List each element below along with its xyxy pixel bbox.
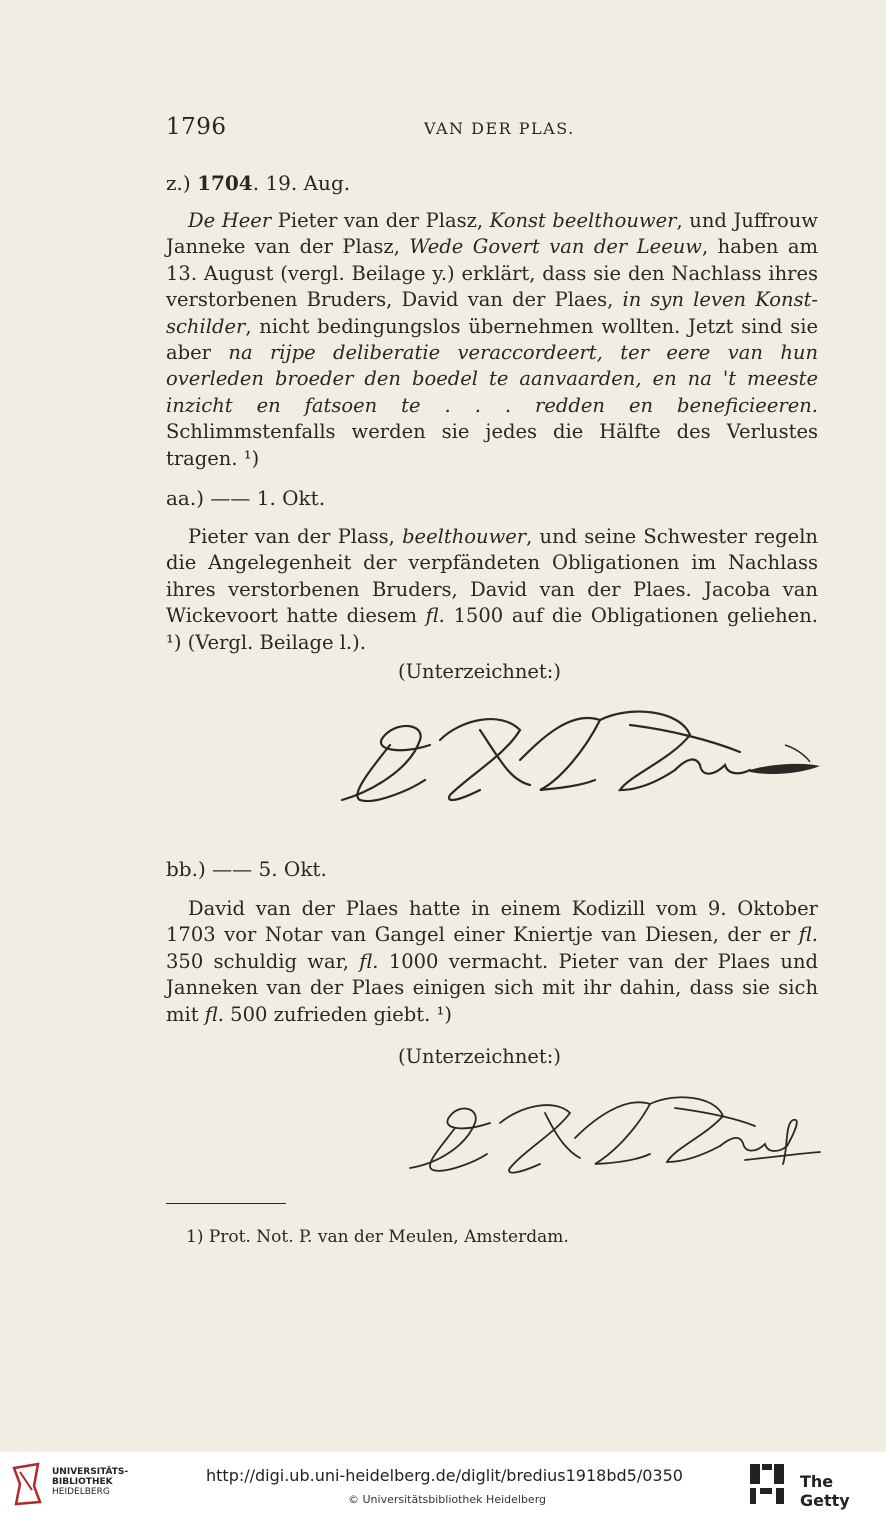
entry-aa-heading: aa.) —— 1. Okt. [166, 486, 326, 510]
text-italic: Wede Govert van der Leeuw [409, 235, 702, 259]
text-italic: fl. [204, 1002, 224, 1026]
signature-image-1 [330, 700, 830, 815]
text-italic: na rijpe deliberatie veraccordeert, ter eere van hun overleden broeder den boedel te aanvaarden, en na 't meeste inzicht en fatsoen te . . . redden en beneficieeren. [166, 341, 819, 417]
text-italic: in syn leven Konst-schilder [166, 288, 818, 338]
copyright-notice: © Universitätsbibliothek Heidelberg [348, 1493, 547, 1506]
footnote-rule [166, 1203, 286, 1204]
getty-label: The Getty [800, 1472, 850, 1510]
getty-logo-icon [748, 1460, 788, 1508]
entry-z-date: . 19. Aug. [252, 171, 351, 195]
library-line: BIBLIOTHEK [52, 1477, 113, 1487]
footnote: 1) Prot. Not. P. van der Meulen, Amsterdam. [186, 1227, 569, 1247]
text-italic: fl. [359, 949, 379, 973]
signed-label-1: (Unterzeichnet:) [398, 660, 561, 683]
library-line: UNIVERSITÄTS- [52, 1467, 129, 1477]
entry-z-paragraph [166, 208, 818, 472]
text-italic: fl. [798, 923, 818, 947]
text-run: 500 zufrieden giebt. ¹) [223, 1002, 452, 1026]
text-italic: De Heer [188, 209, 272, 232]
library-name [52, 1467, 128, 1497]
text-run: 1000 vermacht. Pieter van der Plaes und Janneken van der Plaes einigen sich mit ihr dahin, dass sie sich mit [166, 949, 818, 1026]
text-run: , und seine Schwester regeln die Angelegenheit der verpfändeten Obligationen im Nachlass ihres verstorbenen Bruders, David van der Plaes. Jacoba van Wickevoort hatte diesem [166, 525, 818, 628]
text-run: , nicht bedingungslos übernehmen wollten. Jetzt sind sie aber [166, 314, 818, 365]
viewer-footer [0, 1452, 886, 1516]
entry-z-label: z.) [166, 171, 191, 195]
text-italic: fl. [425, 604, 445, 628]
entry-z-year: 1704 [197, 171, 253, 195]
text-italic: Konst beelthouwer [489, 209, 677, 232]
text-run: David van der Plaes hatte in einem Kodizill vom 9. Oktober 1703 vor Notar van Gangel einer Kniertje van Diesen, der er [166, 897, 818, 947]
running-title: VAN DER PLAS. [424, 119, 575, 138]
text-run: , und Juffrouw Janneke van der Plasz, [166, 209, 818, 259]
page-number: 1796 [166, 114, 227, 140]
entry-aa-paragraph [166, 524, 818, 656]
text-run: Schlimmstenfalls werden sie jedes die Hälfte des Verlustes tragen. ¹) [166, 420, 818, 470]
text-run: 350 schuldig war, [166, 949, 360, 973]
text-run: , haben am 13. August (vergl. Beilage y.) erklärt, dass sie den Nachlass ihres verstorbenen Bruders, David van der Plaes, [166, 235, 818, 312]
signature-image-2 [405, 1088, 825, 1178]
entry-bb-paragraph [166, 896, 818, 1028]
entry-z-heading [166, 171, 350, 195]
text-run: 1500 auf die Obligationen geliehen. ¹) (Vergl. Beilage l.). [166, 604, 818, 654]
text-italic: beelthouwer [402, 525, 527, 548]
text-run: Pieter van der Plasz, [271, 209, 490, 232]
university-library-logo-icon [10, 1462, 44, 1506]
signed-label-2: (Unterzeichnet:) [398, 1045, 561, 1068]
text-run: Pieter van der Plass, [188, 525, 403, 548]
permalink-url[interactable]: http://digi.ub.uni-heidelberg.de/diglit/bredius1918bd5/0350 [206, 1466, 683, 1485]
library-line: HEIDELBERG [52, 1487, 110, 1497]
entry-bb-heading: bb.) —— 5. Okt. [166, 857, 327, 881]
